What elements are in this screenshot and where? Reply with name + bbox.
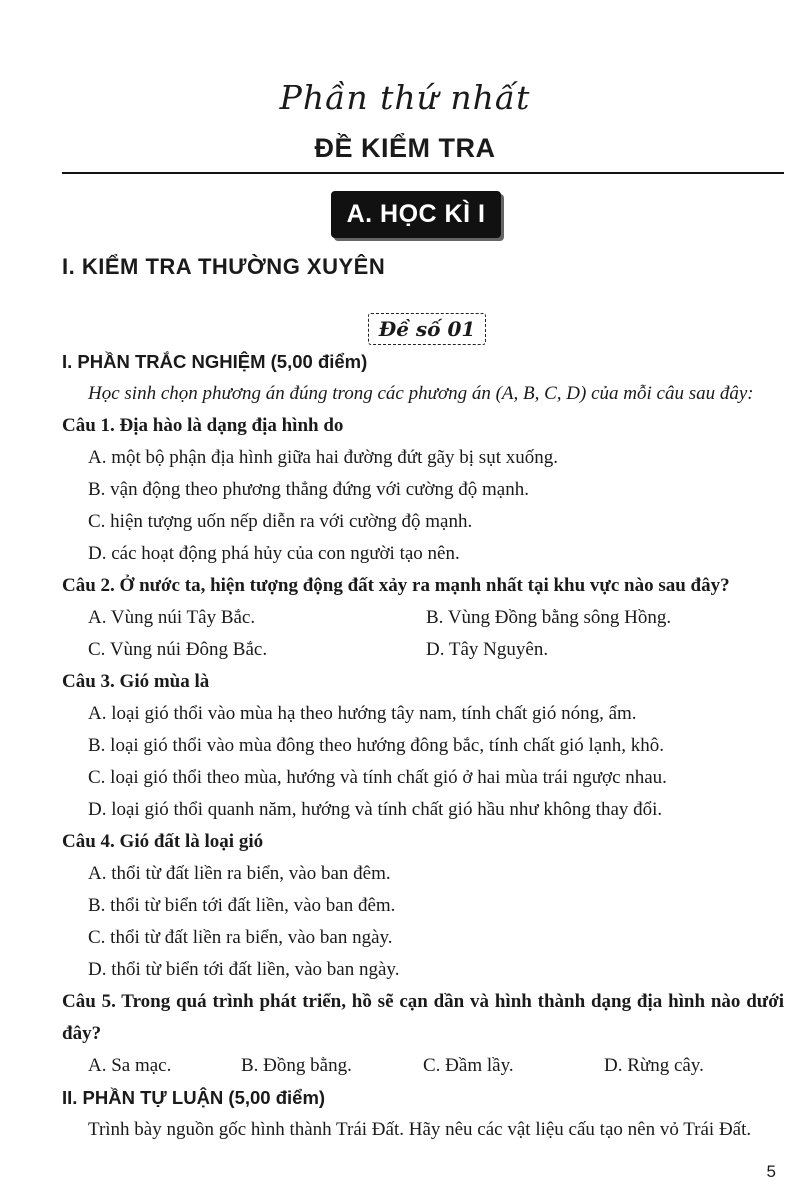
q2-option-b: B. Vùng Đồng bằng sông Hồng.	[426, 607, 672, 628]
q2-options-row-2	[62, 634, 784, 666]
instruction: Học sinh chọn phương án đúng trong các phương án (A, B, C, D) của mỗi câu sau đây:	[88, 383, 754, 404]
question-4: Câu 4. Gió đất là loại gió	[62, 831, 264, 852]
q2-options-row-1	[62, 602, 784, 634]
section-heading: I. KIỂM TRA THƯỜNG XUYÊN	[62, 254, 386, 279]
question-2: Câu 2. Ở nước ta, hiện tượng động đất xảy ra mạnh nhất tại khu vực nào sau đây?	[62, 575, 730, 596]
question-3: Câu 3. Gió mùa là	[62, 671, 210, 692]
page-title: ĐỀ KIỂM TRA	[314, 133, 496, 163]
term-badge: A. HỌC KÌ I	[331, 191, 501, 238]
q1-option-c: C. hiện tượng uốn nếp diễn ra với cường độ mạnh.	[88, 511, 473, 532]
q5-option-d: D. Rừng cây.	[604, 1055, 704, 1076]
title-divider	[62, 172, 784, 174]
q2-option-c: C. Vùng núi Đông Bắc.	[88, 639, 268, 660]
q3-option-c: C. loại gió thổi theo mùa, hướng và tính chất gió ở hai mùa trái ngược nhau.	[88, 767, 667, 788]
q5-option-a: A. Sa mạc.	[88, 1055, 172, 1076]
q4-option-c: C. thổi từ đất liền ra biển, vào ban ngày.	[88, 927, 393, 948]
q1-option-d: D. các hoạt động phá hủy của con người tạo nên.	[88, 543, 460, 564]
q3-option-b: B. loại gió thổi vào mùa đông theo hướng đông bắc, tính chất gió lạnh, khô.	[88, 735, 665, 756]
q1-option-a: A. một bộ phận địa hình giữa hai đường đứt gãy bị sụt xuống.	[88, 447, 558, 468]
question-5: Câu 5. Trong quá trình phát triển, hồ sẽ cạn dần và hình thành dạng địa hình nào dưới đây?	[62, 991, 784, 1044]
q5-options	[62, 1050, 784, 1082]
q4-option-b: B. thổi từ biển tới đất liền, vào ban đêm.	[88, 895, 396, 916]
part2-heading: II. PHẦN TỰ LUẬN (5,00 điểm)	[62, 1087, 326, 1108]
q3-option-a: A. loại gió thổi vào mùa hạ theo hướng tây nam, tính chất gió nóng, ẩm.	[88, 703, 637, 724]
q4-option-a: A. thổi từ đất liền ra biển, vào ban đêm.	[88, 863, 391, 884]
exam-content	[62, 346, 784, 1146]
q1-option-b: B. vận động theo phương thẳng đứng với cường độ mạnh.	[88, 479, 529, 500]
page-number: 5	[766, 1162, 776, 1181]
q2-option-d: D. Tây Nguyên.	[426, 639, 549, 660]
question-1: Câu 1. Địa hào là dạng địa hình do	[62, 415, 344, 436]
q2-option-a: A. Vùng núi Tây Bắc.	[88, 607, 256, 628]
part1-heading: I. PHẦN TRẮC NGHIỆM (5,00 điểm)	[62, 351, 368, 372]
exam-label: Đề số 01	[368, 313, 486, 345]
q5-option-b: B. Đồng bằng.	[241, 1055, 352, 1076]
essay-prompt: Trình bày nguồn gốc hình thành Trái Đất. Hãy nêu các vật liệu cấu tạo nên vỏ Trái Đất.	[88, 1119, 752, 1140]
q4-option-d: D. thổi từ biển tới đất liền, vào ban ngày.	[88, 959, 400, 980]
q3-option-d: D. loại gió thổi quanh năm, hướng và tính chất gió hầu như không thay đổi.	[88, 799, 663, 820]
part-title: Phần thứ nhất	[279, 78, 531, 117]
q5-option-c: C. Đầm lầy.	[423, 1055, 514, 1076]
